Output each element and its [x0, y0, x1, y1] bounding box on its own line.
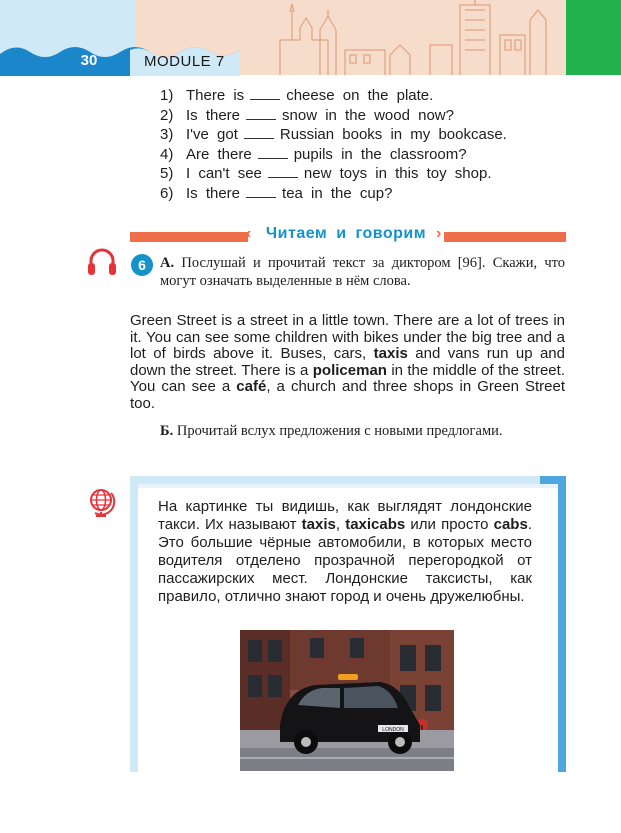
task-a-instruction: А. Послушай и прочитай текст за диктором [96]. Скажи, что могут означать выделенные в нём слова.: [160, 255, 566, 289]
module-label: MODULE 7: [144, 53, 225, 70]
exercise-item: 6) Is there tea in the cup?: [160, 184, 393, 202]
exercise-item: 4) Are there pupils in the classroom?: [160, 145, 467, 163]
chevron-right-icon: ›: [436, 225, 442, 242]
task-b-instruction: Б. Прочитай вслух предложения с новыми предлогами.: [160, 423, 503, 439]
taxi-plate: LONDON: [382, 727, 404, 733]
info-box-top-border: [130, 476, 566, 484]
globe-icon: [87, 487, 117, 517]
header-green-tab: [566, 0, 621, 75]
story-text: Green Street is a street in a little town. There are a lot of trees in it. You can see some children with bikes under the big tree and a lot of birds above it. Buses, cars, taxis and vans run up and down the street. There is a policeman in the middle of the street. You can see a café, a church and three shops in Green Street too.: [130, 312, 566, 412]
info-box-right-border: [558, 476, 566, 772]
london-taxi-photo: [240, 630, 454, 771]
info-box-corner: [540, 476, 566, 484]
exercise-item: 5) I can't see new toys in this toy shop.: [160, 165, 492, 182]
city-skyline-illustration: [260, 0, 566, 75]
exercise-list: [160, 86, 507, 203]
page-number: 30: [80, 52, 98, 69]
section-title: Читаем и говорим: [265, 225, 427, 242]
info-text: На картинке ты видишь, как выглядят лондонские такси. Их называют taxis, taxicabs или просто cabs. Это большие чёрные автомобили, в которых место водителя отделено прозрачной перегородкой от пассажирских мест. Лондонские таксисты, как правило, отлично знают город и очень дружелюбны.: [158, 498, 532, 605]
chevron-left-icon: ‹: [246, 225, 252, 242]
exercise-item: 3) I've got Russian books in my bookcase.: [160, 126, 507, 143]
exercise-item: 2) Is there snow in the wood now?: [160, 106, 454, 124]
headphones-icon: [86, 246, 118, 278]
info-box-inner-shade: [138, 484, 558, 488]
task-number-badge: 6: [131, 254, 153, 276]
exercise-item: 1) There is cheese on the plate.: [160, 87, 434, 104]
info-box-left-border: [130, 476, 138, 772]
